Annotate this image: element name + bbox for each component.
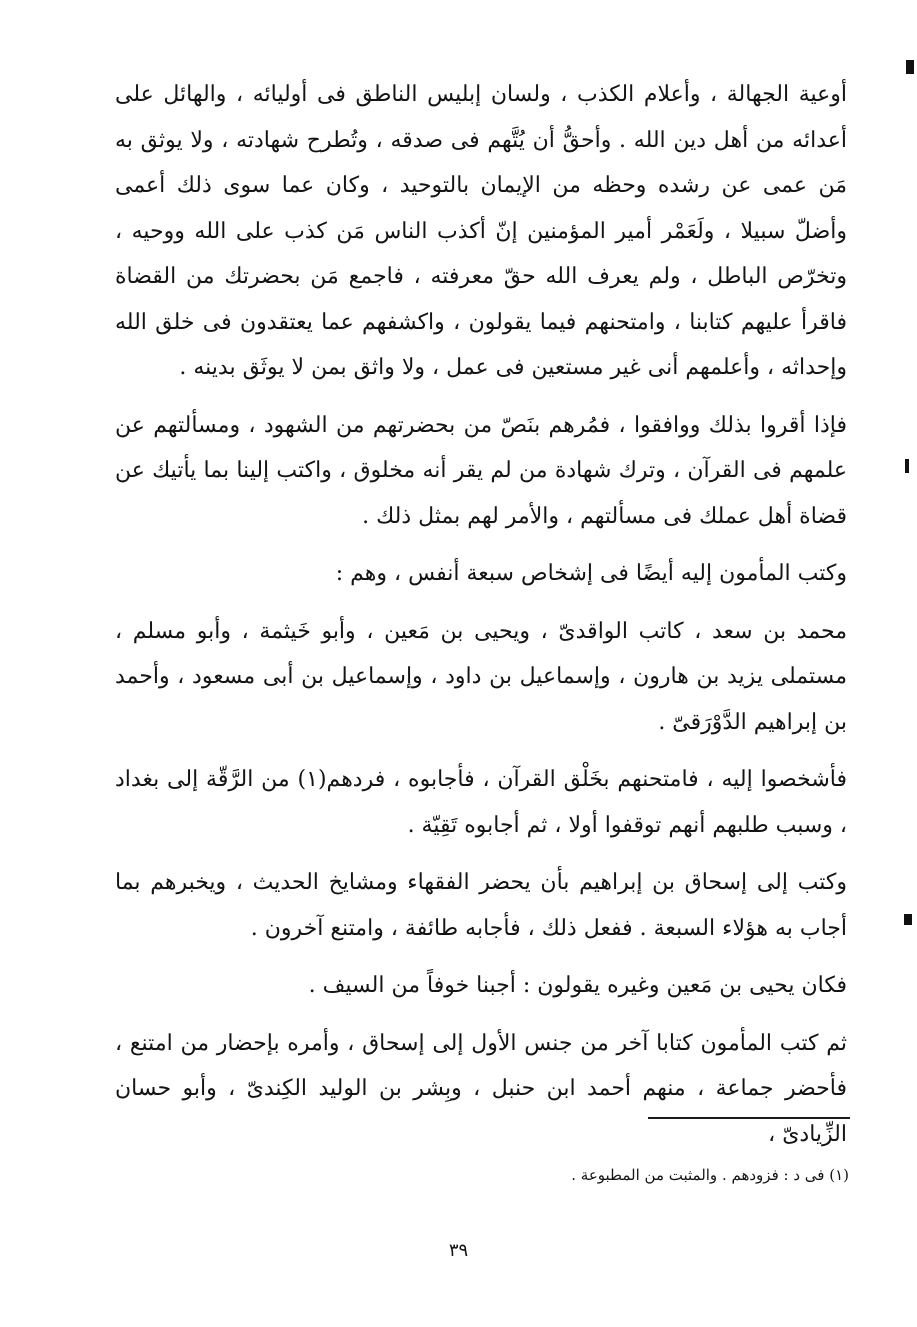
footnote: (١) فى د : فزودهم . والمثبت من المطبوعة . xyxy=(571,1166,849,1184)
paragraph-names-list: محمد بن سعد ، كاتب الواقدىّ ، ويحيى بن مَعين ، وأبو خَيثمة ، وأبو مسلم ، مستملى يزيد بن هارون ، وإسماعيل بن داود ، وإسماعيل بن أبى مسعود ، وأحمد بن إبراهيم الدَّوْرَقىّ . xyxy=(115,618,847,735)
scan-edge-mark xyxy=(905,459,909,473)
paragraph-letter-continuation: أوعية الجهالة ، وأعلام الكذب ، ولسان إبليس الناطق فى أوليائه ، والهائل على أعدائه من أهل دين الله . وأحقُّ أن يُتَّهم فى صدقه ، وتُطرح شهادته ، ولا يوثق به مَن عمى عن رشده وحظه من الإيمان بالتوحيد ، وكان عما سوى ذلك أعمى وأضلّ سبيلا ، ولَعَمْر أمير المؤمنين إنّ أكذب الناس مَن كذب على الله ووحيه ، وتخرّص الباطل ، ولم يعرف الله حقّ معرفته ، فاجمع مَن بحضرتك من القضاة فاقرأ عليهم كتابنا ، وامتحنهم فيما يقولون ، واكشفهم عما يعتقدون فى خلق الله وإحداثه ، وأعلمهم أنى غير مستعين فى عمل ، ولا واثق بمن لا يوثَق بدينه . xyxy=(115,82,847,380)
footnote-divider xyxy=(648,1117,850,1119)
main-text xyxy=(115,72,847,1157)
paragraph-seven-persons: وكتب المأمون إليه أيضًا فى إشخاص سبعة أنفس ، وهم : xyxy=(335,561,847,586)
scan-edge-mark xyxy=(906,60,914,74)
paragraph-second-letter: ثم كتب المأمون كتابا آخر من جنس الأول إلى إسحاق ، وأمره بإحضار من امتنع ، فأحضر جماعة ، منهم أحمد ابن حنبل ، وبِشر بن الوليد الكِندىّ ، وأبو حسان الزِّيادىّ ، xyxy=(115,1030,847,1147)
scan-edge-mark xyxy=(904,914,912,925)
paragraph-examination: فأشخصوا إليه ، فامتحنهم بخَلْق القرآن ، فأجابوه ، فردهم(١) من الرَّقّة إلى بغداد ، وسبب طلبهم أنهم توقفوا أولا ، ثم أجابوه تَقِيّة . xyxy=(115,767,847,838)
page-number: ٣٩ xyxy=(448,1240,469,1261)
paragraph-yahya-quote: فكان يحيى بن مَعين وغيره يقولون : أجبنا خوفاً من السيف . xyxy=(308,973,847,998)
paragraph-ishaq-letter: وكتب إلى إسحاق بن إبراهيم بأن يحضر الفقهاء ومشايخ الحديث ، ويخبرهم بما أجاب به هؤلاء السبعة . ففعل ذلك ، فأجابه طائفة ، وامتنع آخرون . xyxy=(115,870,847,941)
paragraph-instructions: فإذا أقروا بذلك ووافقوا ، فمُرهم بنَصّ من بحضرتهم من الشهود ، ومسألتهم عن علمهم فى القرآن ، وترك شهادة من لم يقر أنه مخلوق ، واكتب إلينا بما يأتيك عن قضاة أهل عملك فى مسألتهم ، والأمر لهم بمثل ذلك . xyxy=(115,412,847,529)
